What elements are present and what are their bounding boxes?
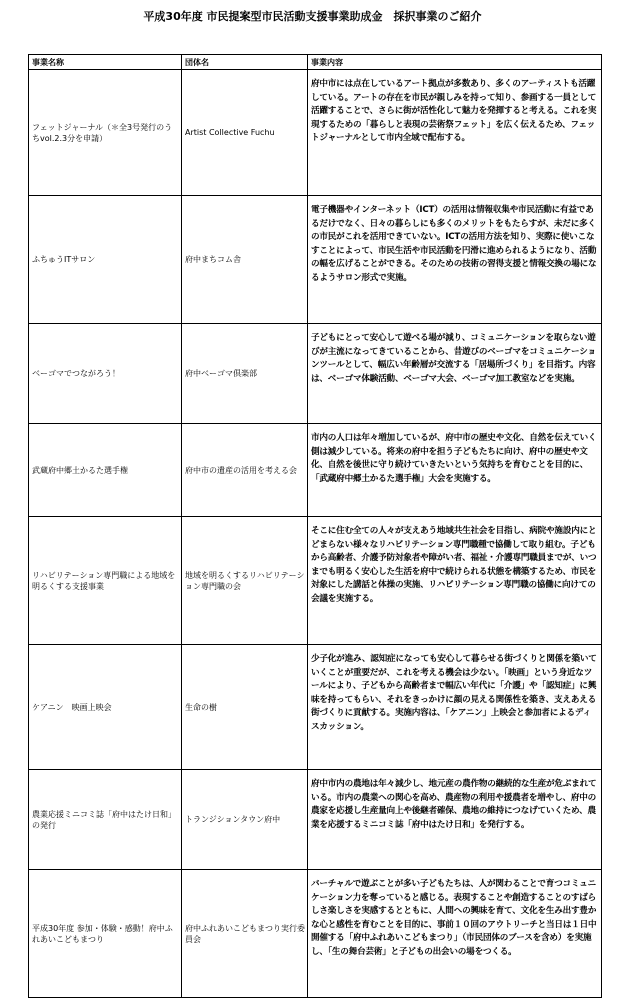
table-row — [29, 424, 602, 517]
project-name-cell: ふちゅうITサロン — [29, 196, 182, 324]
grant-projects-table — [28, 54, 602, 998]
header-project-name: 事業名称 — [29, 55, 182, 70]
table-row — [29, 324, 602, 424]
table-row — [29, 770, 602, 870]
table-header-row — [29, 55, 602, 70]
description-cell: 府中市内の農地は年々減少し、地元産の農作物の継続的な生産が危ぶまれている。市内の農業への関心を高め、農産物の利用や援農者を増やし、府中の農家を応援し生産量向上や後継者確保、農地の維持につなげていくため、農業を応援するミニコミ誌「府中はたけ日和」を発行する。 — [308, 770, 602, 870]
header-description: 事業内容 — [308, 55, 602, 70]
description-cell: 子どもにとって安心して遊べる場が減り、コミュニケーションを取らない遊びが主流になってきていることから、昔遊びのベーゴマをコミュニケーションツールとして、幅広い年齢層が交流する「居場所づくり」を目指す。内容は、ベーゴマ体験活動、ベーゴマ大会、ベーゴマ加工教室などを実施。 — [308, 324, 602, 424]
organization-cell: 府中ベーゴマ倶楽部 — [182, 324, 308, 424]
description-cell: バーチャルで遊ぶことが多い子どもたちは、人が関わることで育つコミュニケーション力を奪っていると感じる。表現することや創造することのすばらしさ楽しさを実感するとともに、人間への興味を育て、文化を生み出す豊かな心と感性を育むことを目的に、事前１０回のアウトリーチと当日は１日中開催する「府中ふれあいこどもまつり」（市民団体のブースを含め）を実施し、「生の舞台芸術」と子どもの出会いの場をつくる。 — [308, 870, 602, 998]
table-row — [29, 870, 602, 998]
description-cell: 電子機器やインターネット（ICT）の活用は情報収集や市民活動に有益であるだけでなく、日々の暮らしにも多くのメリットをもたらすが、未だに多くの市民がこれを活用できていない。ICTの活用方法を知り、実際に使いこなすことによって、市民生活や市民活動を円滑に進められるようになり、活動の幅を広げることができる。そのための技術の習得支援と情報交換の場になるようサロン形式で実施。 — [308, 196, 602, 324]
table-row — [29, 645, 602, 770]
project-name-cell: ベーゴマでつながろう！ — [29, 324, 182, 424]
description-cell: そこに住む全ての人々が支えあう地域共生社会を目指し、病院や施設内にとどまらない様々なリハビリテーション専門職種で協働して取り組む。子どもから高齢者、介護予防対象者や障がい者、福祉・介護専門職員までが、いつまでも明るく安心した生活を府中で続けられる状態を構築するため、市民を対象にした講話と体操の実施、リハビリテーション専門職の協働に向けての会議を実施する。 — [308, 517, 602, 645]
organization-cell: 府中市の遺産の活用を考える会 — [182, 424, 308, 517]
organization-cell: 生命の樹 — [182, 645, 308, 770]
organization-cell: 地域を明るくするリハビリテーション専門職の会 — [182, 517, 308, 645]
organization-cell: Artist Collective Fuchu — [182, 70, 308, 196]
description-cell: 市内の人口は年々増加しているが、府中市の歴史や文化、自然を伝えていく側は減少している。将来の府中を担う子どもたちに向け、府中の歴史や文化、自然を後世に守り続けていきたいという気持ちを育むことを目的に、「武蔵府中郷土かるた選手権」大会を実施する。 — [308, 424, 602, 517]
organization-cell: 府中ふれあいこどもまつり実行委員会 — [182, 870, 308, 998]
table-row — [29, 196, 602, 324]
project-name-cell: 平成30年度 参加・体験・感動！府中ふれあいこどもまつり — [29, 870, 182, 998]
table-row — [29, 517, 602, 645]
table-row — [29, 70, 602, 196]
project-name-cell: 武蔵府中郷土かるた選手権 — [29, 424, 182, 517]
project-name-cell: ケアニン 映画上映会 — [29, 645, 182, 770]
project-name-cell: リハビリテーション専門職による地域を明るくする支援事業 — [29, 517, 182, 645]
organization-cell: トランジションタウン府中 — [182, 770, 308, 870]
project-name-cell: フェットジャーナル（＊全3号発行のうちvol.2.3分を申請） — [29, 70, 182, 196]
organization-cell: 府中まちコム舎 — [182, 196, 308, 324]
description-cell: 府中市には点在しているアート拠点が多数あり、多くのアーティストも活躍している。アートの存在を市民が親しみを持って知り、参画する一員として活躍することで、さらに街が活性化して魅力を発揮すると考える。これを実現するための「暮らしと表現の芸術祭フェット」を広く伝えるため、フェットジャーナルとして市内全域で配布する。 — [308, 70, 602, 196]
description-cell: 少子化が進み、認知症になっても安心して暮らせる街づくりと関係を築いていくことが重要だが、これを考える機会は少ない。「映画」という身近なツールにより、子どもから高齢者まで幅広い年代に「介護」や「認知症」に興味を持ってもらい、それをきっかけに顔の見える関係性を築き、支えあえる街づくりに貢献する。実施内容は、「ケアニン」上映会と参加者によるディスカッション。 — [308, 645, 602, 770]
page-title: 平成30年度 市民提案型市民活動支援事業助成金 採択事業のご紹介 — [143, 10, 482, 23]
header-organization: 団体名 — [182, 55, 308, 70]
project-name-cell: 農業応援ミニコミ誌「府中はたけ日和」の発行 — [29, 770, 182, 870]
